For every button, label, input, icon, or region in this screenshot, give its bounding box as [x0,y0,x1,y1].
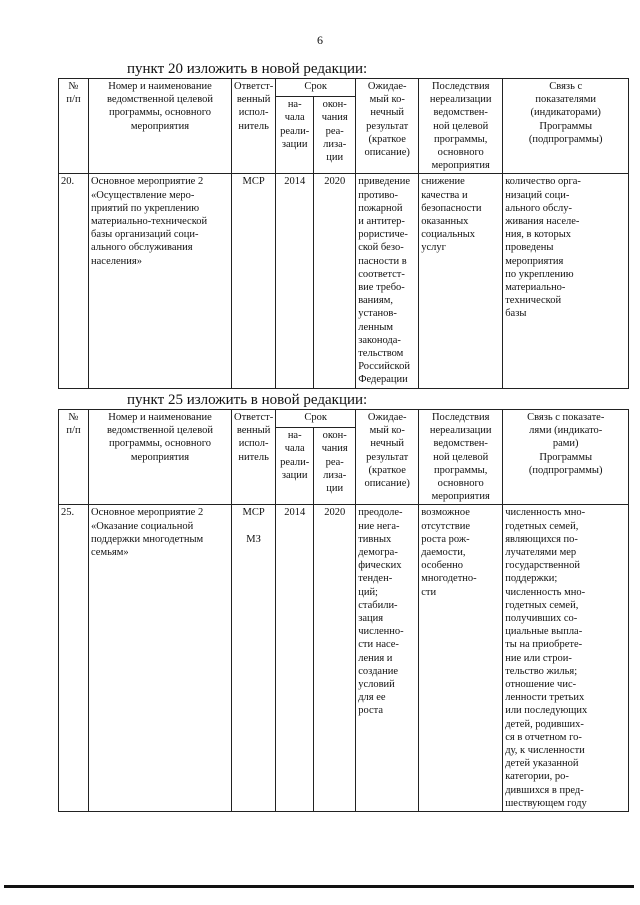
header-term-start: на- чала реали- зации [276,428,314,505]
table-row [59,505,629,812]
header-consequences: Последствия нереализации ведомствен- ной целевой программы, основного мероприятия [419,410,503,505]
header-executor: Ответст- венный испол- нитель [232,79,276,174]
row-name: Основное мероприятие 2 «Оказание социальной поддержки многодетным семьям» [89,505,232,812]
header-name: Номер и наименование ведомственной целевой программы, основного мероприятия [89,79,232,174]
row-term-end: 2020 [314,505,356,812]
page-bottom-rule [4,885,634,888]
amendment-instruction-25: пункт 25 изложить в новой редакции: [127,392,368,408]
row-term-end: 2020 [314,174,356,388]
row-term-start: 2014 [276,505,314,812]
program-table-item-20 [58,78,629,389]
header-term: Срок [276,410,356,428]
row-consequences: возможное отсутствие роста рож- даемости, особенно многодетно- сти [419,505,503,812]
row-name: Основное мероприятие 2 «Осуществление меро- приятий по укреплению материально-технической базы организаций соци- ального обслуживания населения» [89,174,232,388]
header-indicator-link: Связь с показате- лями (индикато- рами) Программы (подпрограммы) [503,410,629,505]
header-consequences: Последствия нереализации ведомствен- ной целевой программы, основного мероприятия [419,79,503,174]
header-num: № п/п [59,410,89,505]
header-expected-result: Ожидае- мый ко- нечный результат (краткое описание) [356,79,419,174]
header-term-start: на- чала реали- зации [276,97,314,174]
row-num: 25. [59,505,89,812]
header-term-end: окон- чания реа- лиза- ции [314,97,356,174]
header-indicator-link: Связь с показателями (индикаторами) Программы (подпрограммы) [503,79,629,174]
header-term: Срок [276,79,356,97]
header-name: Номер и наименование ведомственной целевой программы, основного мероприятия [89,410,232,505]
row-expected-result: преодоле- ние нега- тивных демогра- фических тенден- ций; стабили- зация численно- сти насе- ления и создание условий для ее роста [356,505,419,812]
row-consequences: снижение качества и безопасности оказанных социальных услуг [419,174,503,388]
header-num: № п/п [59,79,89,174]
row-indicator-link: количество орга- низаций соци- ального обслу- живания населе- ния, в которых проведены мероприятия по укреплению материально- технической базы [503,174,629,388]
row-term-start: 2014 [276,174,314,388]
row-num: 20. [59,174,89,388]
amendment-instruction-20: пункт 20 изложить в новой редакции: [127,61,368,77]
program-table-item-25 [58,409,629,812]
header-expected-result: Ожидае- мый ко- нечный результат (краткое описание) [356,410,419,505]
header-term-end: окон- чания реа- лиза- ции [314,428,356,505]
row-indicator-link: численность мно- годетных семей, являющихся по- лучателями мер государственной поддержки; численность мно- годетных семей, получивших со- циальные выпла- ты на приобрете- ние или строи- тельство жилья; отношение чис- ленности третьих или последующих детей, родивших- ся в отчетном го- ду, к численности детей указанной категории, ро- дившихся в пред- шествующем году [503,505,629,812]
table-row [59,174,629,388]
row-expected-result: приведение противо- пожарной и антитер- рористиче- ской безо- пасности в соответст- вие требо- ваниям, установ- ленным законода- тельством Российской Федерации [356,174,419,388]
page-number: 6 [317,33,323,47]
row-executor: МСР МЗ [232,505,276,812]
header-executor: Ответст- венный испол- нитель [232,410,276,505]
row-executor: МСР [232,174,276,388]
